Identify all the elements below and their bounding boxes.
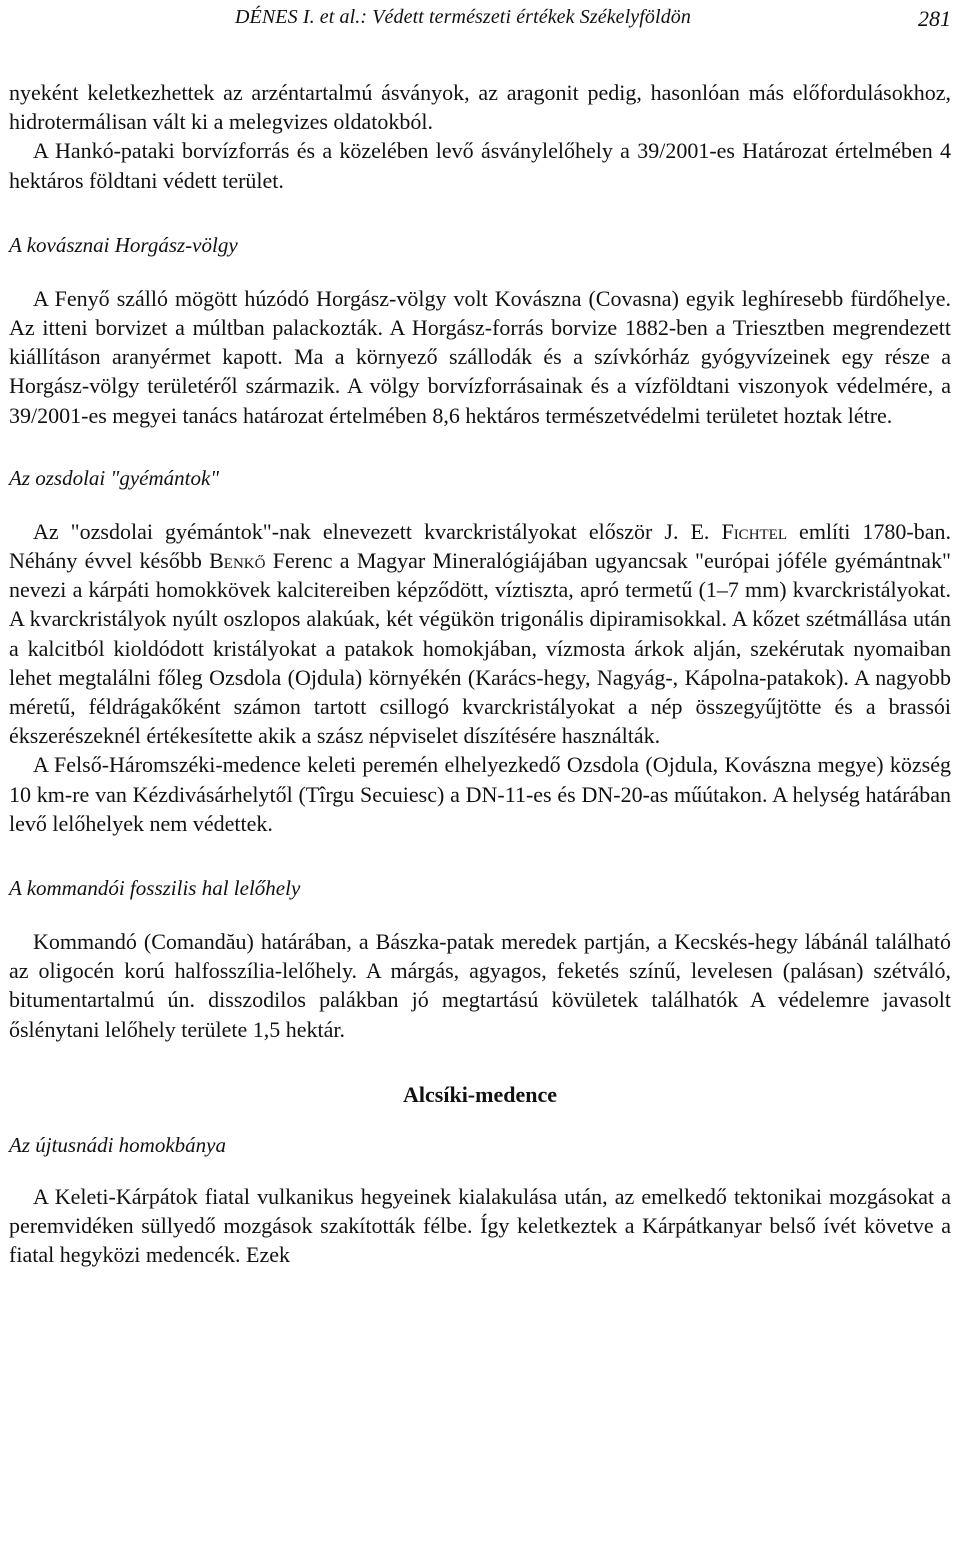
paragraph-horgasz: A Fenyő szálló mögött húzódó Horgász-völgy volt Kovászna (Covasna) egyik leghíresebb fürdőhelye. Az itteni borvizet a múltban palackozták. A Horgász-forrás borvize 1882-ben a Triesztben megrendezett kiállításon aranyérmet kapott. Ma a környező szállodák és a szívkórház gyógyvízeinek egy része a Horgász-völgy területéről származik. A völgy borvízforrásainak és a vízföldtani viszonyok védelmére, a 39/2001-es megyei tanács határozat értelmében 8,6 hektáros természetvédelmi területet hoztak létre. <box>9 285 951 428</box>
author-name-benko: Benkő <box>209 548 266 574</box>
paragraph-kommando: Kommandó (Comandău) határában, a Bászka-patak meredek partján, a Kecskés-hegy lábánál található az oligocén korú halfosszília-lelőhely. A márgás, agyagos, feketés színű, levelesen (palásan) szétváló, bitumentartalmú ún. disszodilos palákban jó megtartású kövületek találhatók A védelemre javasolt őslénytani lelőhely területe 1,5 hektár. <box>9 929 951 1042</box>
page-header <box>9 0 951 40</box>
section-heading-ozsdola: Az ozsdolai "gyémántok" <box>9 465 220 490</box>
text-run: említi 1780-ban. Néhány évvel később <box>9 518 951 574</box>
paragraph-continuation: nyeként keletkezhettek az arzéntartalmú ásványok, az aragonit pedig, hasonlóan más előfordulásokhoz, hidrotermálisan vált ki a melegvizes oldatokból. <box>9 80 951 135</box>
text-run: Az "ozsdolai gyémántok"-nak elnevezett kvarckristályokat először J. E. <box>33 518 722 544</box>
paragraph-ujtusnad: A Keleti-Kárpátok fiatal vulkanikus hegyeinek kialakulása után, az emelkedő tektonikai mozgásokat a peremvidéken süllyedő mozgások szakították félbe. Így keletkeztek a Kárpátkanyar belső ívét követve a fiatal hegyközi medencék. Ezek <box>9 1183 951 1268</box>
paragraph-ozsdola-2: A Felső-Háromszéki-medence keleti peremén elhelyezkedő Ozsdola (Ojdula, Kovászna megye) község 10 km-re van Kézdivásárhelytől (Tîrgu Secuiesc) a DN-11-es és DN-20-as műútakon. A helység határában levő lelőhelyek nem védettek. <box>9 752 951 836</box>
running-title: DÉNES I. et al.: Védett természeti értékek Székelyföldön <box>235 6 691 28</box>
section-heading-kommando: A kommandói fosszilis hal lelőhely <box>9 876 301 901</box>
section-heading-ujtusnad: Az újtusnádi homokbánya <box>9 1132 226 1157</box>
paragraph-ozsdola-1 <box>9 517 951 751</box>
text-run: Ferenc a Magyar Mineralógiájában ugyancsak "európai jóféle gyémántnak" nevezi a kárpáti homokkövek kalcitereiben képződött, víztiszta, apró termetű (1–7 mm) kvarckristályokat. A kvarckristályok nyúlt oszlopos alakúak, két végükön trigonális dipiramisokkal. A kőzet szétmállása után a kalcitból kioldódott kristályokat a patakok homokjában, vízmosta árkok alján, szekérutak nyomaiban lehet megtalálni főleg Ozsdola (Ojdula) környékén (Karács-hegy, Nagyág-, Kápolna-patakok). A nagyobb méretű, féldrágakőként számon tartott csillogó kvarckristályokat a nép összegyűjtötte és a brassói ékszerészeknél értékesítette akik a szász népviselet díszítésére használták. <box>9 548 951 749</box>
paragraph-hanko: A Hankó-pataki borvízforrás és a közelében levő ásványlelőhely a 39/2001-es Határozat értelmében 4 hektáros földtani védett terület. <box>9 138 951 193</box>
page-number: 281 <box>918 6 951 31</box>
document-page <box>9 0 951 1269</box>
chapter-title: Alcsíki-medence <box>403 1081 557 1107</box>
author-name-fichtel: Fichtel <box>721 518 788 544</box>
section-heading-horgasz: A kovásznai Horgász-völgy <box>9 232 238 257</box>
